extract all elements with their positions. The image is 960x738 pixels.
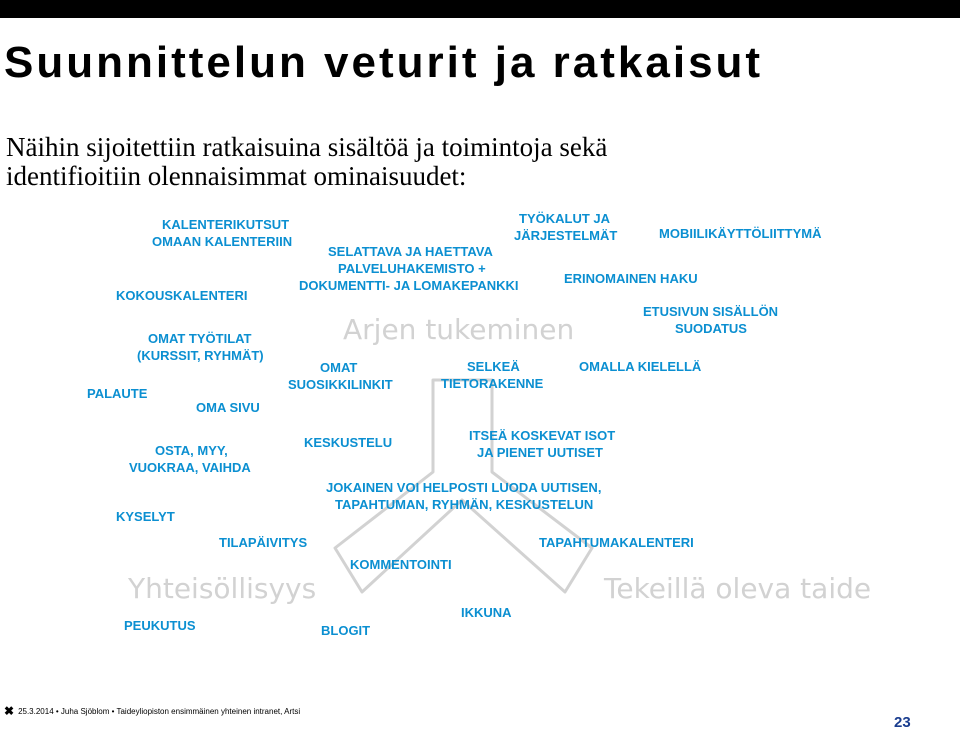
area-yhteisollisyys: Yhteisöllisyys — [128, 572, 317, 605]
label-omat-suosikkilinkit: OMAT SUOSIKKILINKIT — [288, 360, 393, 392]
page-number: 23 — [894, 714, 911, 731]
label-peukutus: PEUKUTUS — [124, 618, 196, 633]
label-kyselyt: KYSELYT — [116, 509, 175, 524]
label-etusivun-suodatus: ETUSIVUN SISÄLLÖN SUODATUS — [643, 304, 779, 336]
label-palveluhakemisto: SELATTAVA JA HAETTAVA PALVELUHAKEMISTO + DOKUMENTTI- JA LOMAKEPANKKI — [299, 244, 519, 293]
label-blogit: BLOGIT — [321, 623, 371, 638]
label-kommentointi: KOMMENTOINTI — [350, 557, 452, 572]
label-osta-myy: OSTA, MYY, VUOKRAA, VAIHDA — [129, 443, 251, 475]
label-tyokalut: TYÖKALUT JA JÄRJESTELMÄT — [514, 211, 618, 243]
label-erinomainen-haku: ERINOMAINEN HAKU — [564, 271, 698, 286]
label-kalenterikutsut: KALENTERIKUTSUT OMAAN KALENTERIIN — [152, 217, 293, 249]
subtitle-line-2: identifioitiin olennaisimmat ominaisuudet: — [6, 161, 467, 191]
label-selkea-tietorakenne: SELKEÄ TIETORAKENNE — [441, 359, 544, 391]
label-uutiset: ITSEÄ KOSKEVAT ISOT JA PIENET UUTISET — [469, 428, 616, 460]
footer — [4, 704, 300, 718]
area-tekeilla-oleva-taide: Tekeillä oleva taide — [604, 572, 872, 605]
label-keskustelu: KESKUSTELU — [304, 435, 393, 450]
label-omat-tyotilat: OMAT TYÖTILAT (KURSSIT, RYHMÄT) — [137, 331, 264, 363]
label-oma-sivu: OMA SIVU — [196, 400, 260, 415]
area-arjen-tukeminen: Arjen tukeminen — [343, 313, 575, 346]
x-mark-icon: ✖ — [4, 704, 15, 718]
slide-title: Suunnittelun veturit ja ratkaisut — [4, 38, 764, 87]
label-kokouskalenteri: KOKOUSKALENTERI — [116, 288, 248, 303]
footer-text: 25.3.2014 • Juha Sjöblom • Taideyliopiston ensimmäinen yhteinen intranet, Artsi — [18, 706, 301, 716]
label-jokainen-voi-luoda: JOKAINEN VOI HELPOSTI LUODA UUTISEN, TAPAHTUMAN, RYHMÄN, KESKUSTELUN — [326, 480, 602, 512]
label-tapahtumakalenteri: TAPAHTUMAKALENTERI — [539, 535, 694, 550]
subtitle-line-1: Näihin sijoitettiin ratkaisuina sisältöä ja toimintoja sekä — [6, 132, 608, 162]
label-ikkuna: IKKUNA — [461, 605, 512, 620]
label-tilapaivitys: TILAPÄIVITYS — [219, 535, 308, 550]
label-omalla-kielella: OMALLA KIELELLÄ — [579, 359, 702, 374]
label-mobiilikayttoliittyma: MOBIILIKÄYTTÖLIITTYMÄ — [659, 226, 822, 241]
label-palaute: PALAUTE — [87, 386, 148, 401]
